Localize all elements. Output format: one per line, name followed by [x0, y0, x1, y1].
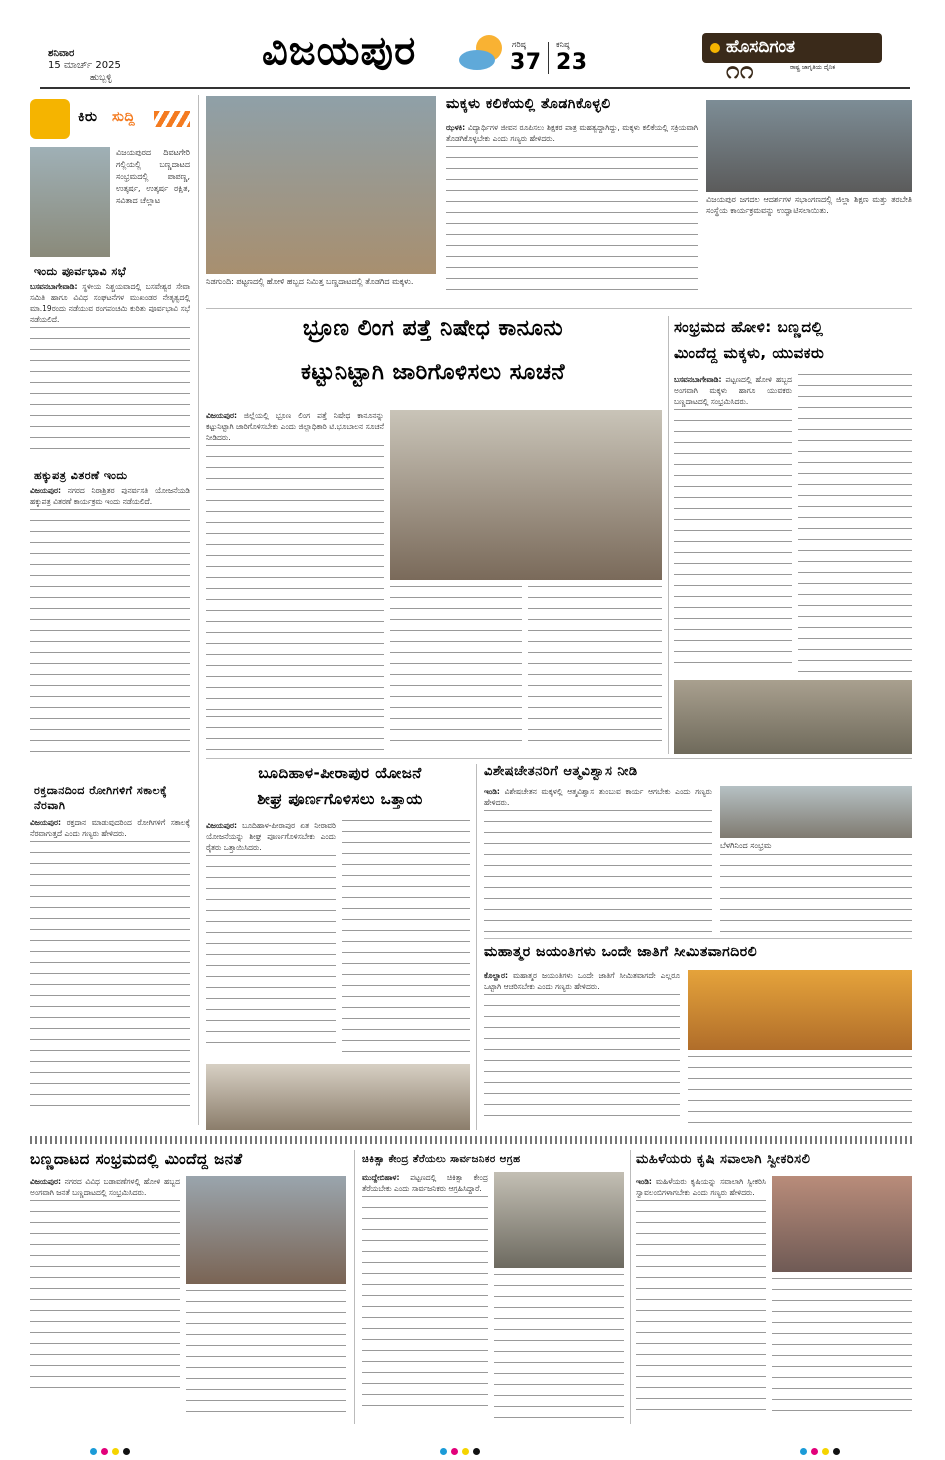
brief-1-lines [30, 327, 190, 457]
bhruna-meeting-photo [390, 410, 662, 580]
jayanti-dateline: ಕೊಲ್ಹಾರ: [484, 971, 509, 980]
vishesha-dateline: ಇಂಡಿ: [484, 787, 500, 796]
brief-1-dateline: ಬಸವನಬಾಗೇವಾಡಿ: [30, 282, 78, 291]
vishesha-lines-2 [720, 854, 912, 934]
section-rule-1 [206, 308, 912, 309]
brief-1-text: ಸ್ಥಳೀಯ ನಿಶ್ಚಯವಾದಲ್ಲಿ ಬಸವೇಶ್ವರ ಸೇವಾ ಸಮಿತಿ ಹಾಗೂ ವಿವಿಧ ಸಂಘಟನೆಗಳ ಮುಖಂಡರ ನೇತೃತ್ವದಲ್ಲಿ ಮಾ.19ರಂದು ನಡೆಯುವ ರಂಗಪಂಚಮಿ ಕುರಿತು ಪೂರ್ವಭಾವಿ ಸಭೆ ನಡೆಯಲಿದೆ. [30, 282, 190, 324]
mahila-dateline: ಇಂಡಿ: [636, 1177, 652, 1186]
budihal-headline-1: ಬೂದಿಹಾಳ-ಪೀರಾಪುರ ಯೋಜನೆ [258, 764, 422, 782]
masthead-underline [40, 87, 910, 89]
chikitsa-headline: ಚಿಕಿತ್ಸಾ ಕೇಂದ್ರ ತೆರೆಯಲು ಸಾರ್ವಜನಿಕರ ಆಗ್ರಹ [362, 1154, 521, 1165]
brief-2-lines [30, 509, 190, 759]
learning-body [446, 122, 698, 302]
registration-dot [90, 1448, 97, 1455]
jayanti-body [484, 970, 680, 1130]
registration-dot [473, 1448, 480, 1455]
registration-dot [800, 1448, 807, 1455]
mahila-lines-2 [772, 1278, 912, 1420]
jayanti-photo [688, 970, 912, 1050]
learning-headline: ಮಕ್ಕಳು ಕಲಿಕೆಯಲ್ಲಿ ತೊಡಗಿಕೊಳ್ಳಲಿ [446, 96, 611, 112]
learning-photo-caption: ವಿಜಯಪುರ ಜಗದಲ ಆದರ್ಶಗಳ ಸಭಾಂಗಣದಲ್ಲಿ ಜಿಲ್ಲಾ ಶಿಕ್ಷಣ ಮತ್ತು ತರಬೇತಿ ಸಂಸ್ಥೆಯ ಕಾರ್ಯಕ್ರಮವನ್ನು ಉದ್ಘಾಟಿಸಲಾಯಿತು. [706, 195, 912, 215]
budihal-text: ಬೂದಿಹಾಳ-ಪೀರಾಪುರ ಏತ ನೀರಾವರಿ ಯೋಜನೆಯನ್ನು ಶೀಘ್ರ ಪೂರ್ಣಗೊಳಿಸಬೇಕು ಎಂದು ರೈತರು ಒತ್ತಾಯಿಸಿದರು. [206, 821, 336, 852]
brand-tagline: ರಾಷ್ಟ್ರ ಜಾಗೃತಿಯ ದೈನಿಕ [790, 64, 836, 71]
vishesha-text: ವಿಶೇಷಚೇತನ ಮಕ್ಕಳಲ್ಲಿ ಆತ್ಮವಿಶ್ವಾಸ ತುಂಬುವ ಕಾರ್ಯ ಆಗಬೇಕು ಎಂದು ಗಣ್ಯರು ಹೇಳಿದರು. [484, 787, 712, 807]
registration-dots-center [440, 1440, 484, 1459]
registration-dot [112, 1448, 119, 1455]
brief-3-text: ರಕ್ತದಾನ ಮಾಡುವುದರಿಂದ ರೋಗಿಗಳಿಗೆ ಸಕಾಲಕ್ಕೆ ನೆರವಾಗುತ್ತದೆ ಎಂದು ಗಣ್ಯರು ಹೇಳಿದರು. [30, 818, 190, 838]
holi-headline-1: ಸಂಭ್ರಮದ ಹೋಳಿ: ಬಣ್ಣದಲ್ಲಿ [674, 318, 824, 336]
budihal-lines-2 [342, 820, 470, 1060]
kirusuddi-label-a: ಕಿರು [78, 109, 98, 125]
bhruna-lines-3 [528, 586, 662, 750]
vishesha-body [484, 786, 712, 934]
chikitsa-body [362, 1172, 488, 1420]
bottom-band [30, 1136, 912, 1144]
brief-3-dateline: ವಿಜಯಪುರ: [30, 818, 61, 827]
bannadata-lines-1 [30, 1200, 180, 1396]
masthead-day: ಶನಿವಾರ [48, 48, 75, 59]
jayanti-headline: ಮಹಾತ್ಮರ ಜಯಂತಿಗಳು ಒಂದೇ ಜಾತಿಗೆ ಸೀಮಿತವಾಗದಿರಲಿ [484, 944, 758, 960]
bhruna-lines-2 [390, 586, 522, 750]
temp-min-label: ಕನಿಷ್ಠ [556, 40, 570, 49]
budihal-group-photo [206, 1064, 470, 1130]
bhruna-lines-1 [206, 445, 384, 710]
kirusuddi-photo [30, 147, 110, 257]
learning-photo [706, 100, 912, 192]
bhruna-text: ಜಿಲ್ಲೆಯಲ್ಲಿ ಭ್ರೂಣ ಲಿಂಗ ಪತ್ತೆ ನಿಷೇಧ ಕಾನೂನನ್ನು ಕಟ್ಟುನಿಟ್ಟಾಗಿ ಜಾರಿಗೊಳಿಸಬೇಕು ಎಂದು ಜಿಲ್ಲಾಧಿಕಾರಿ ಟಿ.ಭೂಬಾಲನ ಸೂಚನೆ ನೀಡಿದರು. [206, 411, 384, 442]
jayanti-text: ಮಹಾತ್ಮರ ಜಯಂತಿಗಳು ಒಂದೇ ಜಾತಿಗೆ ಸೀಮಿತವಾಗದೇ ಎಲ್ಲರೂ ಒಟ್ಟಾಗಿ ಆಚರಿಸಬೇಕು ಎಂದು ಗಣ್ಯರು ಹೇಳಿದರು. [484, 971, 680, 991]
bhruna-dateline: ವಿಜಯಪುರ: [206, 411, 237, 420]
hand-icon [30, 99, 70, 139]
brief-2-dateline: ವಿಜಯಪುರ: [30, 486, 61, 495]
bannadata-lines-2 [186, 1290, 346, 1420]
brief-2-text: ನಗರದ ನಿರಾಶ್ರಿತರ ಪುನರ್ವಸತಿ ಯೋಜನೆಯಡಿ ಹಕ್ಕುಪತ್ರ ವಿತರಣೆ ಕಾರ್ಯಕ್ರಮ ಇಂದು ನಡೆಯಲಿದೆ. [30, 486, 190, 506]
weather-icon [455, 30, 511, 74]
brand-name: ಹೊಸದಿಗಂತ [726, 37, 796, 57]
masthead-date: 15 ಮಾರ್ಚ್ 2025 [48, 60, 121, 71]
mahila-lines-1 [636, 1200, 766, 1410]
holi-headline-2: ಮಿಂದೆದ್ದ ಮಕ್ಕಳು, ಯುವಕರು [674, 344, 825, 362]
temp-divider [548, 42, 549, 74]
registration-dot [123, 1448, 130, 1455]
registration-dot [822, 1448, 829, 1455]
masthead [0, 0, 945, 88]
temp-max: 37 [510, 50, 542, 75]
learning-lines [446, 146, 698, 296]
budihal-dateline: ವಿಜಯಪುರ: [206, 821, 237, 830]
holi-crowd-photo [674, 680, 912, 754]
chikitsa-photo [494, 1172, 624, 1268]
chikitsa-dateline: ಮುದ್ದೇಬಿಹಾಳ: [362, 1173, 400, 1182]
brief-3-lines [30, 841, 190, 1111]
vishesha-photo [720, 786, 912, 838]
kirusuddi-column [30, 95, 192, 1125]
page-number: ೧೧ [726, 56, 754, 84]
brief-3-headline: ರಕ್ತದಾನದಿಂದ ರೋಗಿಗಳಿಗೆ ಸಕಾಲಕ್ಕೆ ನೆರವಾಗಿ [34, 784, 168, 812]
jayanti-lines-2 [688, 1056, 912, 1130]
kirusuddi-arrows [154, 111, 190, 127]
registration-dot [462, 1448, 469, 1455]
kirusuddi-label-b: ಸುದ್ದಿ [112, 109, 136, 125]
edition-title: ವಿಜಯಪುರ [262, 28, 417, 74]
registration-dot [833, 1448, 840, 1455]
bhruna-body-col1 [206, 410, 384, 710]
kirusuddi-photo-caption: ವಿಜಯಪುರದ ದಿವಟಗೇರಿ ಗಲ್ಲಿಯಲ್ಲಿ ಬಣ್ಣದಾಟದ ಸಂಭ್ರಮದಲ್ಲಿ ಪಾಪಣ್ಣ, ಉತ್ಕರ್ಷ, ಉತ್ಕರ್ಷ ರಕ್ಷಿತ, ಸವಿತಾದ ಚೆಲ್ಲಾಟ [116, 148, 190, 205]
masthead-city: ಹುಬ್ಬಳ್ಳಿ [90, 73, 112, 83]
registration-dot [440, 1448, 447, 1455]
registration-dot [101, 1448, 108, 1455]
budihal-headline-2: ಶೀಘ್ರ ಪೂರ್ಣಗೊಳಿಸಲು ಒತ್ತಾಯ [257, 790, 423, 808]
chikitsa-lines-2 [494, 1274, 624, 1420]
chikitsa-text: ಪಟ್ಟಣದಲ್ಲಿ ಚಿಕಿತ್ಸಾ ಕೇಂದ್ರ ತೆರೆಯಬೇಕು ಎಂದು ಸಾರ್ವಜನಿಕರು ಆಗ್ರಹಿಸಿದ್ದಾರೆ. [362, 1173, 488, 1193]
registration-dot [811, 1448, 818, 1455]
registration-dot [451, 1448, 458, 1455]
holi-lines-1 [674, 409, 792, 667]
holi-dateline: ಬಸವನಬಾಗೇವಾಡಿ: [674, 375, 722, 384]
brief-2-body [30, 485, 190, 775]
column-divider-5 [630, 1150, 631, 1424]
column-divider-3 [476, 764, 477, 1130]
section-rule-2 [206, 758, 912, 759]
bhruna-lines-4 [206, 716, 384, 750]
brief-3-body [30, 817, 190, 1122]
brand-dot-icon [710, 43, 720, 53]
learning-text: ವಿದ್ಯಾರ್ಥಿಗಳ ಜೀವನ ರೂಪಿಸಲು ಶಿಕ್ಷಕರ ಪಾತ್ರ ಮಹತ್ವದ್ದಾಗಿದ್ದು, ಮಕ್ಕಳು ಕಲಿಕೆಯಲ್ಲಿ ಸಕ್ರಿಯವಾಗಿ ತೊಡಗಿಕೊಳ್ಳಬೇಕು ಎಂದು ಗಣ್ಯರು ಹೇಳಿದರು. [446, 123, 698, 143]
top-photo-caption: ನಿಡಗುಂದಿ: ಪಟ್ಟಣದಲ್ಲಿ ಹೋಳಿ ಹಬ್ಬದ ನಿಮಿತ್ತ ಬಣ್ಣದಾಟದಲ್ಲಿ ತೊಡಗಿದ ಮಕ್ಕಳು. [206, 277, 414, 286]
temp-min: 23 [556, 50, 588, 75]
jayanti-lines-1 [484, 994, 680, 1120]
holi-lines-2 [798, 374, 912, 674]
vishesha-lines-1 [484, 810, 712, 934]
bannadata-body [30, 1176, 180, 1420]
bannadata-text: ನಗರದ ವಿವಿಧ ಬಡಾವಣೆಗಳಲ್ಲಿ ಹೋಳಿ ಹಬ್ಬದ ಅಂಗವಾಗಿ ಜನತೆ ಬಣ್ಣದಾಟದಲ್ಲಿ ಸಂಭ್ರಮಿಸಿದರು. [30, 1177, 180, 1197]
vishesha-headline: ವಿಶೇಷಚೇತನರಿಗೆ ಆತ್ಮವಿಶ್ವಾಸ ನೀಡಿ [484, 764, 638, 779]
holi-body [674, 374, 792, 674]
bannadata-dateline: ವಿಜಯಪುರ: [30, 1177, 61, 1186]
holi-text: ಪಟ್ಟಣದಲ್ಲಿ ಹೋಳಿ ಹಬ್ಬದ ಅಂಗವಾಗಿ ಮಕ್ಕಳು ಹಾಗೂ ಯುವಕರು ಬಣ್ಣದಾಟದಲ್ಲಿ ಸಂಭ್ರಮಿಸಿದರು. [674, 375, 792, 406]
column-divider-2 [668, 316, 669, 754]
column-divider-4 [354, 1150, 355, 1424]
brief-1-headline: ಇಂದು ಪೂರ್ವಭಾವಿ ಸಭೆ [34, 265, 127, 278]
bannadata-headline: ಬಣ್ಣದಾಟದ ಸಂಭ್ರಮದಲ್ಲಿ ಮಿಂದೆದ್ದ ಜನತೆ [30, 1150, 243, 1168]
budihal-body [206, 820, 336, 1060]
temp-max-label: ಗರಿಷ್ಠ [512, 40, 526, 49]
registration-dots-right [800, 1440, 844, 1459]
column-divider [198, 95, 199, 1125]
bhruna-headline-2: ಕಟ್ಟುನಿಟ್ಟಾಗಿ ಜಾರಿಗೊಳಿಸಲು ಸೂಚನೆ [301, 360, 565, 385]
mahila-photo [772, 1176, 912, 1272]
mahila-text: ಮಹಿಳೆಯರು ಕೃಷಿಯನ್ನು ಸವಾಲಾಗಿ ಸ್ವೀಕರಿಸಿ ಸ್ವಾವಲಂಬಿಗಳಾಗಬೇಕು ಎಂದು ಗಣ್ಯರು ಹೇಳಿದರು. [636, 1177, 766, 1197]
holi-kids-photo [206, 96, 436, 274]
bannadata-photo [186, 1176, 346, 1284]
section-rule-3 [484, 938, 912, 939]
mahila-body [636, 1176, 766, 1420]
mahila-headline: ಮಹಿಳೆಯರು ಕೃಷಿ ಸವಾಲಾಗಿ ಸ್ವೀಕರಿಸಲಿ [636, 1152, 811, 1167]
registration-dots-left [90, 1440, 134, 1459]
learning-dateline: ಝಳಕಿ: [446, 123, 466, 132]
chikitsa-lines-1 [362, 1196, 488, 1406]
vishesha-photo-caption: ಬೆಳಗಿನಿಂದ ಸಂಭ್ರಮ [720, 841, 772, 850]
brief-2-headline: ಹಕ್ಕುಪತ್ರ ವಿತರಣೆ ಇಂದು [34, 469, 128, 482]
budihal-lines-1 [206, 855, 336, 1051]
brief-1-body [30, 281, 190, 461]
kirusuddi-banner [30, 99, 190, 139]
bhruna-headline-1: ಭ್ರೂಣ ಲಿಂಗ ಪತ್ತೆ ನಿಷೇಧ ಕಾನೂನು [302, 316, 564, 341]
